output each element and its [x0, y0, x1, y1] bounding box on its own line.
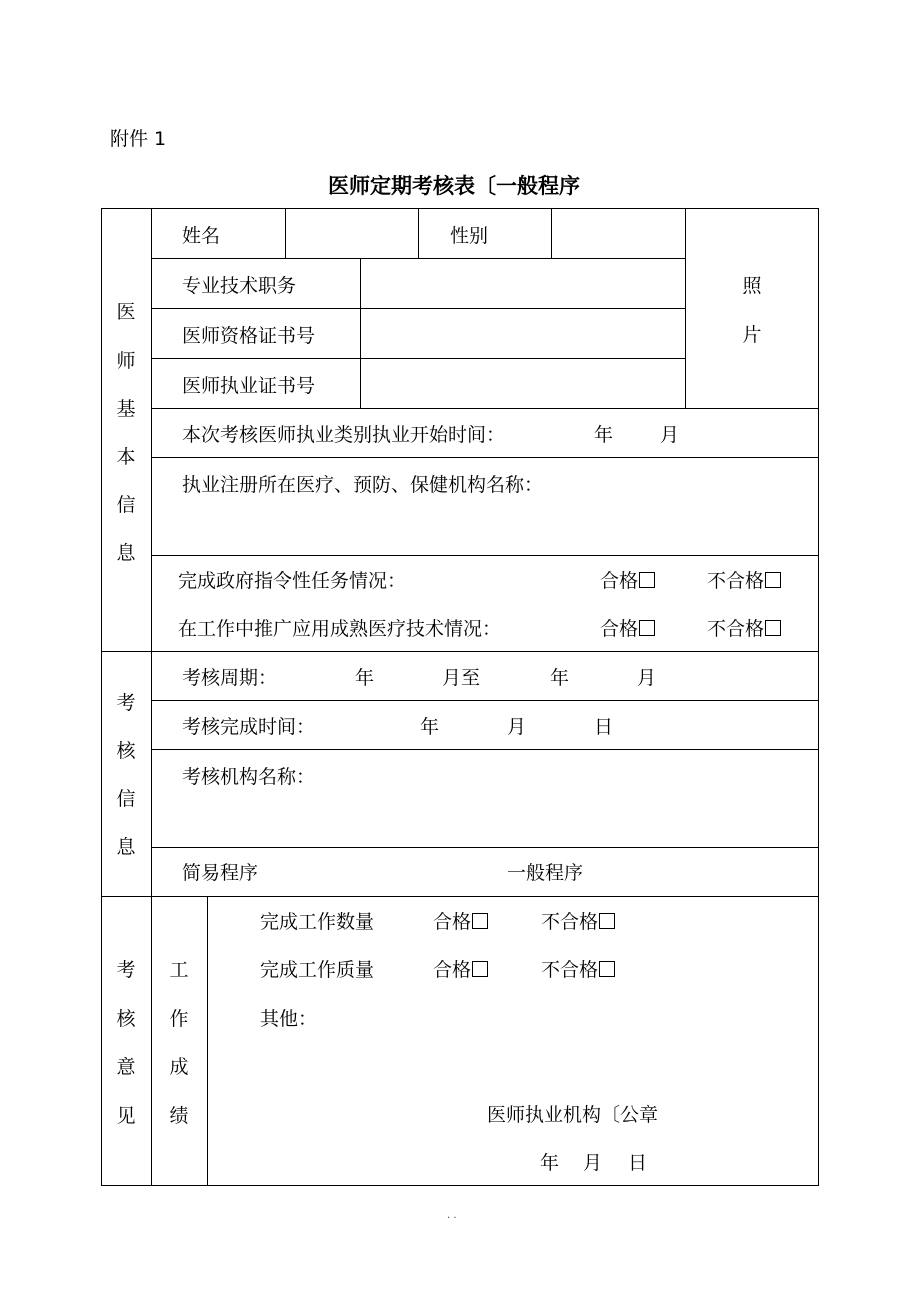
finish-year-unit: 年: [420, 716, 440, 738]
other-label: 其他：: [260, 1008, 318, 1030]
period-end-month-unit: 月: [637, 667, 657, 689]
practice-start-label: 本次考核医师执业类别执业开始时间：: [182, 424, 506, 446]
start-month-unit: 月: [660, 424, 680, 446]
quality-pass-checkbox[interactable]: 合格: [433, 960, 488, 980]
other-field[interactable]: [300, 1035, 800, 1095]
institution-label: 执业注册所在医疗、预防、保健机构名称：: [182, 474, 544, 496]
exam-period-label: 考核周期：: [182, 667, 278, 689]
exam-org-field[interactable]: [153, 792, 816, 844]
name-field[interactable]: [287, 210, 416, 256]
gov-task-label: 完成政府指令性任务情况：: [178, 570, 407, 592]
checkbox-icon: [599, 913, 615, 929]
simple-procedure-option[interactable]: 简易程序: [182, 862, 259, 884]
seal-month-unit: 月: [583, 1152, 603, 1174]
general-procedure-option[interactable]: 一般程序: [507, 862, 584, 884]
quality-fail-checkbox[interactable]: 不合格: [541, 960, 615, 980]
exam-finish-label: 考核完成时间：: [182, 716, 316, 738]
finish-month-unit: 月: [507, 716, 527, 738]
footer-marks: . .: [447, 1210, 457, 1221]
tech-promotion-pass-checkbox[interactable]: 合格: [600, 619, 655, 639]
period-start-year-unit: 年: [355, 667, 375, 689]
checkbox-icon: [639, 572, 655, 588]
exam-org-label: 考核机构名称：: [182, 766, 316, 788]
checkbox-icon: [472, 961, 488, 977]
qualification-cert-label: 医师资格证书号: [182, 325, 316, 347]
period-month-to-unit: 月至: [442, 667, 481, 689]
work-quantity-label: 完成工作数量: [260, 911, 375, 933]
practice-cert-field[interactable]: [362, 360, 683, 406]
qualification-cert-field[interactable]: [362, 310, 683, 356]
period-end-year-unit: 年: [550, 667, 570, 689]
checkbox-icon: [765, 620, 781, 636]
gov-task-pass-checkbox[interactable]: 合格: [600, 571, 655, 591]
page-title: 医师定期考核表〔一般程序: [328, 174, 580, 198]
quantity-fail-checkbox[interactable]: 不合格: [541, 912, 615, 932]
checkbox-icon: [472, 913, 488, 929]
institution-seal-label: 医师执业机构〔公章: [487, 1104, 659, 1126]
name-label: 姓名: [182, 225, 221, 247]
seal-day-unit: 日: [628, 1152, 648, 1174]
quantity-pass-checkbox[interactable]: 合格: [433, 912, 488, 932]
start-year-unit: 年: [594, 424, 614, 446]
professional-title-label: 专业技术职务: [182, 275, 297, 297]
gender-field[interactable]: [553, 210, 683, 256]
checkbox-icon: [639, 620, 655, 636]
finish-day-unit: 日: [594, 716, 614, 738]
practice-cert-label: 医师执业证书号: [182, 375, 316, 397]
tech-promotion-fail-checkbox[interactable]: 不合格: [707, 619, 781, 639]
gender-label: 性别: [450, 225, 489, 247]
checkbox-icon: [599, 961, 615, 977]
seal-year-unit: 年: [540, 1152, 560, 1174]
professional-title-field[interactable]: [362, 260, 683, 306]
checkbox-icon: [765, 572, 781, 588]
institution-field[interactable]: [153, 500, 816, 552]
work-quality-label: 完成工作质量: [260, 959, 375, 981]
tech-promotion-label: 在工作中推广应用成熟医疗技术情况：: [178, 618, 502, 640]
gov-task-fail-checkbox[interactable]: 不合格: [707, 571, 781, 591]
attachment-label: 附件 1: [110, 128, 167, 150]
